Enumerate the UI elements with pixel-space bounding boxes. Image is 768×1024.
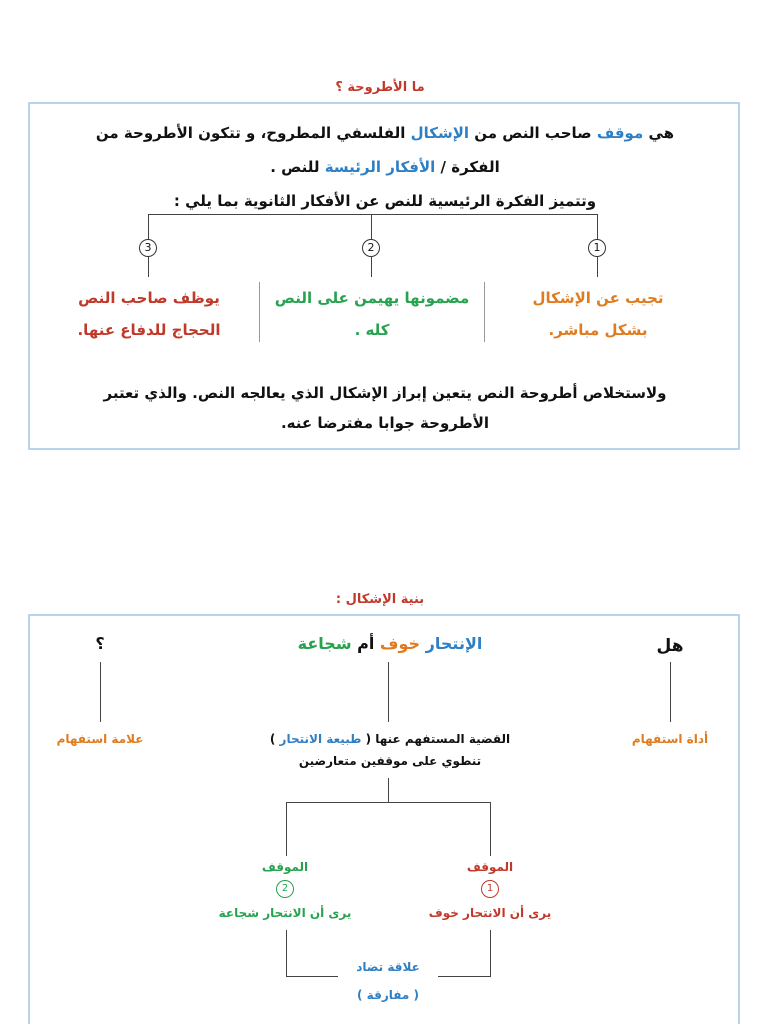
qmark-connector: [100, 662, 101, 722]
position-2-number: 2: [276, 880, 294, 898]
tree-branch-2: [371, 214, 372, 240]
thesis-distinction: وتتميز الفكرة الرئيسية للنص عن الأفكار الثانوية بما يلي :: [173, 192, 597, 210]
def2-part1: الفكرة /: [435, 158, 500, 176]
def-part1: هي: [643, 124, 675, 142]
item-number-2: 2: [362, 239, 380, 257]
question-connector: [388, 662, 389, 722]
def2-afkar: الأفكار الرئيسة: [324, 158, 436, 176]
thesis-definition: [40, 118, 730, 148]
position-2-label: الموقف: [261, 860, 309, 874]
position-2: [200, 856, 370, 878]
position-2-connector: [286, 802, 287, 856]
item-2-line1: مضمونها يهيمن على النص: [274, 289, 470, 307]
section1-title: ما الأطروحة ؟: [335, 80, 425, 95]
issue-connector: [388, 778, 389, 802]
item-1-text: [488, 282, 708, 346]
position-1-label: الموقف: [466, 860, 514, 874]
def-part2: صاحب النص من: [469, 124, 597, 142]
column-divider-left: [259, 282, 260, 342]
q-khawf: خوف: [379, 634, 421, 653]
item-number-1: 1: [588, 239, 606, 257]
item-3-line1: يوظف صاحب النص: [78, 289, 220, 307]
position-2-text: يرى أن الانتحار شجاعة: [218, 906, 352, 920]
tree-stem-1: [597, 257, 598, 277]
def-ishkal: الإشكال: [410, 124, 470, 142]
tree-branch-1: [597, 214, 598, 240]
item-1-line1: تجيب عن الإشكال: [532, 289, 664, 307]
thesis-definition-line2: [40, 152, 730, 182]
question-mark: ؟: [95, 634, 105, 653]
question-word: هل: [656, 636, 684, 656]
question-statement: [240, 634, 540, 653]
relation-sublabel: ( مفارقة ): [357, 988, 419, 1002]
position-1: [410, 856, 570, 878]
conclusion-line2: الأطروحة جوابا مفترضا عنه.: [280, 414, 490, 432]
position-1-number: 1: [481, 880, 499, 898]
q-intihar: الإنتحار: [425, 634, 483, 653]
item-2-line2: كله .: [354, 321, 390, 339]
item-number-3: 3: [139, 239, 157, 257]
def2-part2: للنص .: [270, 158, 325, 176]
def-mawqif: موقف: [596, 124, 644, 142]
q-am: أم: [357, 634, 375, 653]
issue-line1: [240, 728, 540, 750]
question-mark-label: علامة استفهام: [56, 732, 144, 746]
tree-horizontal: [148, 214, 598, 215]
relation-left-vertical: [286, 930, 287, 976]
item-2-text: [262, 282, 482, 346]
issue-line2: تنطوي على موقفين متعارضين: [298, 754, 482, 768]
section2-title: بنية الإشكال :: [335, 592, 425, 607]
q-shajaa: شجاعة: [297, 634, 352, 653]
relation-right-vertical: [490, 930, 491, 976]
item-3-text: [40, 282, 258, 346]
tree-stem-2: [371, 257, 372, 277]
tree-stem-3: [148, 257, 149, 277]
issue-tabia: طبيعة الانتحار: [279, 732, 362, 746]
column-divider-right: [484, 282, 485, 342]
item-1-line2: بشكل مباشر.: [548, 321, 648, 339]
issue-description: [240, 728, 540, 772]
issue-part2: ): [269, 732, 280, 746]
conclusion-line1: ولاستخلاص أطروحة النص يتعين إبراز الإشكال الذي يعالجه النص. والذي تعتبر: [103, 384, 667, 402]
hal-connector: [670, 662, 671, 722]
position-1-text: يرى أن الانتحار خوف: [428, 906, 552, 920]
question-tool-label: أداة استفهام: [631, 732, 709, 746]
tree-branch-3: [148, 214, 149, 240]
position-1-connector: [490, 802, 491, 856]
def-part3: الفلسفي المطروح، و تتكون الأطروحة من: [95, 124, 411, 142]
item-3-line2: الحجاج للدفاع عنها.: [77, 321, 221, 339]
relation-label: علاقة تضاد: [356, 960, 420, 974]
positions-horizontal: [286, 802, 490, 803]
issue-part1: القضية المستفهم عنها (: [361, 732, 511, 746]
thesis-conclusion: [40, 378, 730, 438]
